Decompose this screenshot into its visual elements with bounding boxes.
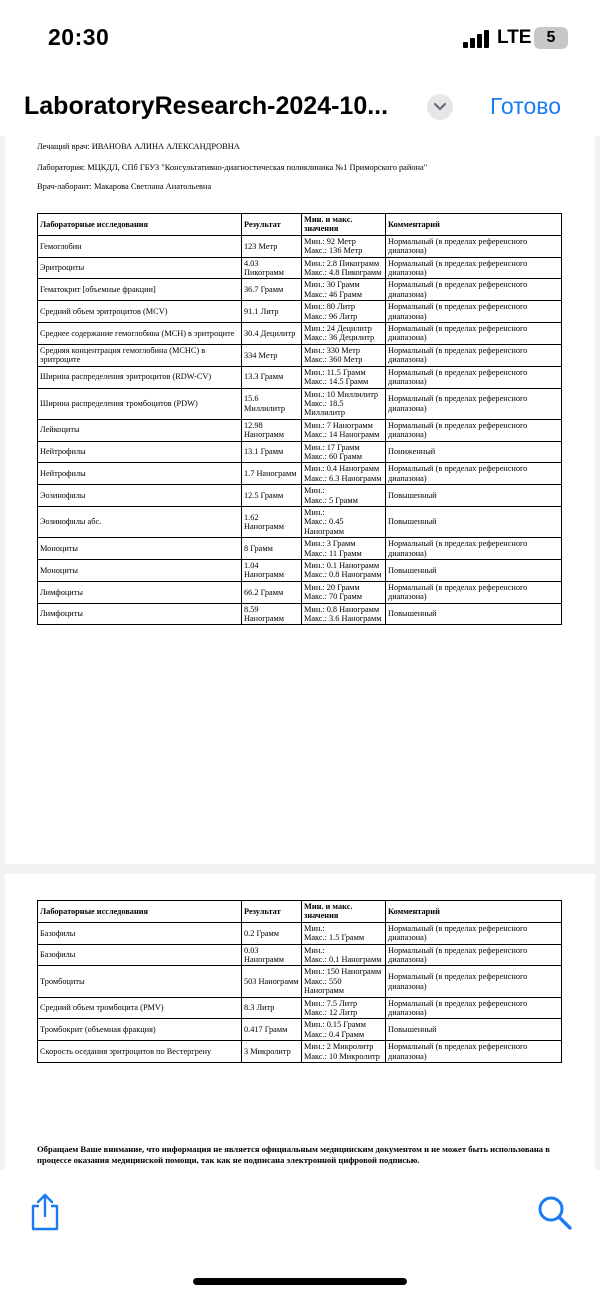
test-name-cell: Лимфоциты	[38, 581, 242, 603]
result-cell: 0.03 Нанограмм	[242, 944, 302, 966]
table-row	[38, 581, 562, 603]
title-menu-button[interactable]	[427, 94, 453, 120]
result-cell: 66.2 Грамм	[242, 581, 302, 603]
test-name-cell: Тромбокрит (объемная фракция)	[38, 1019, 242, 1041]
table-row	[38, 603, 562, 625]
table-row	[38, 1041, 562, 1063]
column-header: Мин. и макс. значения	[302, 214, 386, 236]
test-name-cell: Ширина распределения эритроцитов (RDW-CV)	[38, 366, 242, 388]
range-cell: Мин.: 0.15 Грамм Макс.: 0.4 Грамм	[302, 1019, 386, 1041]
table-row	[38, 301, 562, 323]
result-cell: 13.1 Грамм	[242, 441, 302, 463]
comment-cell: Пониженный	[386, 441, 562, 463]
comment-cell: Нормальный (в пределах референсного диапазона)	[386, 235, 562, 257]
range-cell: Мин.: 7.5 Литр Макс.: 12 Литр	[302, 997, 386, 1019]
comment-cell: Нормальный (в пределах референсного диапазона)	[386, 257, 562, 279]
result-cell: 1.04 Нанограмм	[242, 560, 302, 582]
lab-doctor-line: Врач-лаборант: Макарова Светлана Анатольевна	[37, 182, 212, 191]
result-cell: 4.03 Пикограмм	[242, 257, 302, 279]
battery-icon: 5	[534, 27, 568, 49]
comment-cell: Нормальный (в пределах референсного диапазона)	[386, 997, 562, 1019]
range-cell: Мин.: Макс.: 1.5 Грамм	[302, 922, 386, 944]
document-title: LaboratoryResearch-2024-10...	[24, 92, 389, 120]
range-cell: Мин.: 11.5 Грамм Макс.: 14.5 Грамм	[302, 366, 386, 388]
range-cell: Мин.: 24 Децилитр Макс.: 36 Децилитр	[302, 323, 386, 345]
network-type: LTE	[497, 27, 532, 48]
share-icon[interactable]	[28, 1192, 62, 1232]
disclaimer-notice: Обращаем Ваше внимание, что информация не является официальным медицинским документом и не может быть использована в процессе оказания медицинской помощи, так как не подписана электронной цифровой подписью.	[37, 1144, 550, 1165]
table-row	[38, 538, 562, 560]
table-row	[38, 485, 562, 507]
test-name-cell: Скорость оседания эритроцитов по Вестергрену	[38, 1041, 242, 1063]
comment-cell: Повышенный	[386, 560, 562, 582]
result-cell: 36.7 Грамм	[242, 279, 302, 301]
range-cell: Мин.: 80 Литр Макс.: 96 Литр	[302, 301, 386, 323]
range-cell: Мин.: 0.8 Нанограмм Макс.: 3.6 Нанограмм	[302, 603, 386, 625]
range-cell: Мин.: Макс.: 5 Грамм	[302, 485, 386, 507]
test-name-cell: Эритроциты	[38, 257, 242, 279]
table-row	[38, 966, 562, 997]
table-row	[38, 922, 562, 944]
column-header: Комментарий	[386, 214, 562, 236]
result-cell: 91.1 Литр	[242, 301, 302, 323]
result-cell: 12.98 Нанограмм	[242, 419, 302, 441]
column-header: Лабораторные исследования	[38, 901, 242, 923]
result-cell: 8 Грамм	[242, 538, 302, 560]
test-name-cell: Средний объем тромбоцита (PMV)	[38, 997, 242, 1019]
test-name-cell: Нейтрофилы	[38, 441, 242, 463]
table-row	[38, 323, 562, 345]
results-table-page-1	[37, 213, 562, 625]
comment-cell: Повышенный	[386, 485, 562, 507]
done-button[interactable]: Готово	[490, 93, 562, 119]
comment-cell: Нормальный (в пределах референсного диапазона)	[386, 538, 562, 560]
range-cell: Мин.: 150 Нанограмм Макс.: 550 Нанограмм	[302, 966, 386, 997]
status-time: 20:30	[48, 24, 110, 50]
result-cell: 0.2 Грамм	[242, 922, 302, 944]
column-header: Мин. и макс. значения	[302, 901, 386, 923]
table-row	[38, 560, 562, 582]
test-name-cell: Базофилы	[38, 922, 242, 944]
comment-cell: Нормальный (в пределах референсного диапазона)	[386, 388, 562, 419]
comment-cell: Нормальный (в пределах референсного диапазона)	[386, 922, 562, 944]
laboratory-line: Лаборатория: МЦКДЛ, СПб ГБУЗ "Консультативно-диагностическая поликлиника №1 Приморского района"	[37, 163, 428, 172]
document-page-2	[5, 874, 595, 1170]
result-cell: 0.417 Грамм	[242, 1019, 302, 1041]
results-table-page-2	[37, 900, 562, 1063]
range-cell: Мин.: 2 Микролитр Макс.: 10 Микролитр	[302, 1041, 386, 1063]
test-name-cell: Лейкоциты	[38, 419, 242, 441]
test-name-cell: Средняя концентрация гемоглобина (MCHC) в эритроците	[38, 344, 242, 366]
table-row	[38, 463, 562, 485]
document-viewer[interactable]	[0, 136, 600, 1170]
test-name-cell: Среднее содержание гемоглобина (MCH) в эритроците	[38, 323, 242, 345]
test-name-cell: Базофилы	[38, 944, 242, 966]
range-cell: Мин.: Макс.: 0.1 Нанограмм	[302, 944, 386, 966]
result-cell: 503 Нанограмм	[242, 966, 302, 997]
range-cell: Мин.: 2.8 Пикограмм Макс.: 4.8 Пикограмм	[302, 257, 386, 279]
result-cell: 3 Микролитр	[242, 1041, 302, 1063]
table-row	[38, 997, 562, 1019]
table-row	[38, 279, 562, 301]
test-name-cell: Моноциты	[38, 538, 242, 560]
column-header: Лабораторные исследования	[38, 214, 242, 236]
doctor-line: Лечащий врач: ИВАНОВА АЛИНА АЛЕКСАНДРОВНА	[37, 142, 240, 151]
document-page-1	[5, 136, 595, 864]
comment-cell: Нормальный (в пределах референсного диапазона)	[386, 301, 562, 323]
result-cell: 15.6 Миллилитр	[242, 388, 302, 419]
status-bar	[0, 0, 600, 78]
comment-cell: Повышенный	[386, 603, 562, 625]
cellular-signal-icon	[463, 30, 489, 48]
chevron-down-icon	[433, 102, 447, 112]
comment-cell: Нормальный (в пределах референсного диапазона)	[386, 366, 562, 388]
comment-cell: Нормальный (в пределах референсного диапазона)	[386, 344, 562, 366]
column-header: Результат	[242, 214, 302, 236]
range-cell: Мин.: 3 Грамм Макс.: 11 Грамм	[302, 538, 386, 560]
home-indicator[interactable]	[193, 1278, 407, 1285]
test-name-cell: Моноциты	[38, 560, 242, 582]
comment-cell: Нормальный (в пределах референсного диапазона)	[386, 1041, 562, 1063]
range-cell: Мин.: 92 Метр Макс.: 136 Метр	[302, 235, 386, 257]
table-row	[38, 419, 562, 441]
search-icon[interactable]	[536, 1194, 574, 1232]
comment-cell: Нормальный (в пределах референсного диапазона)	[386, 279, 562, 301]
result-cell: 8.3 Литр	[242, 997, 302, 1019]
test-name-cell: Гематокрит [объемные фракции]	[38, 279, 242, 301]
column-header: Результат	[242, 901, 302, 923]
comment-cell: Нормальный (в пределах референсного диапазона)	[386, 944, 562, 966]
table-row	[38, 235, 562, 257]
range-cell: Мин.: 17 Грамм Макс.: 60 Грамм	[302, 441, 386, 463]
table-row	[38, 344, 562, 366]
result-cell: 13.3 Грамм	[242, 366, 302, 388]
test-name-cell: Гемоглобин	[38, 235, 242, 257]
table-row	[38, 388, 562, 419]
table-row	[38, 944, 562, 966]
result-cell: 123 Метр	[242, 235, 302, 257]
comment-cell: Нормальный (в пределах референсного диапазона)	[386, 323, 562, 345]
range-cell: Мин.: 10 Миллилитр Макс.: 18.5 Миллилитр	[302, 388, 386, 419]
range-cell: Мин.: 20 Грамм Макс.: 70 Грамм	[302, 581, 386, 603]
range-cell: Мин.: 30 Грамм Макс.: 46 Грамм	[302, 279, 386, 301]
comment-cell: Повышенный	[386, 1019, 562, 1041]
result-cell: 334 Метр	[242, 344, 302, 366]
table-row	[38, 257, 562, 279]
comment-cell: Нормальный (в пределах референсного диапазона)	[386, 581, 562, 603]
table-row	[38, 506, 562, 537]
comment-cell: Нормальный (в пределах референсного диапазона)	[386, 966, 562, 997]
result-cell: 12.5 Грамм	[242, 485, 302, 507]
result-cell: 8.59 Нанограмм	[242, 603, 302, 625]
test-name-cell: Средний объем эритроцитов (MCV)	[38, 301, 242, 323]
test-name-cell: Ширина распределения тромбоцитов (PDW)	[38, 388, 242, 419]
range-cell: Мин.: 0.1 Нанограмм Макс.: 0.8 Нанограмм	[302, 560, 386, 582]
comment-cell: Нормальный (в пределах референсного диапазона)	[386, 419, 562, 441]
test-name-cell: Нейтрофилы	[38, 463, 242, 485]
result-cell: 1.62 Нанограмм	[242, 506, 302, 537]
test-name-cell: Лимфоциты	[38, 603, 242, 625]
table-header-row	[38, 901, 562, 923]
result-cell: 30.4 Децилитр	[242, 323, 302, 345]
column-header: Комментарий	[386, 901, 562, 923]
nav-bar	[0, 78, 600, 136]
range-cell: Мин.: 7 Нанограмм Макс.: 14 Нанограмм	[302, 419, 386, 441]
table-row	[38, 441, 562, 463]
table-row	[38, 1019, 562, 1041]
table-row	[38, 366, 562, 388]
range-cell: Мин.: 330 Метр Макс.: 360 Метр	[302, 344, 386, 366]
table-header-row	[38, 214, 562, 236]
test-name-cell: Эозинофилы абс.	[38, 506, 242, 537]
test-name-cell: Тромбоциты	[38, 966, 242, 997]
test-name-cell: Эозинофилы	[38, 485, 242, 507]
range-cell: Мин.: Макс.: 0.45 Нанограмм	[302, 506, 386, 537]
comment-cell: Нормальный (в пределах референсного диапазона)	[386, 463, 562, 485]
comment-cell: Повышенный	[386, 506, 562, 537]
result-cell: 1.7 Нанограмм	[242, 463, 302, 485]
bottom-toolbar	[0, 1170, 600, 1297]
range-cell: Мин.: 0.4 Нанограмм Макс.: 6.3 Нанограмм	[302, 463, 386, 485]
